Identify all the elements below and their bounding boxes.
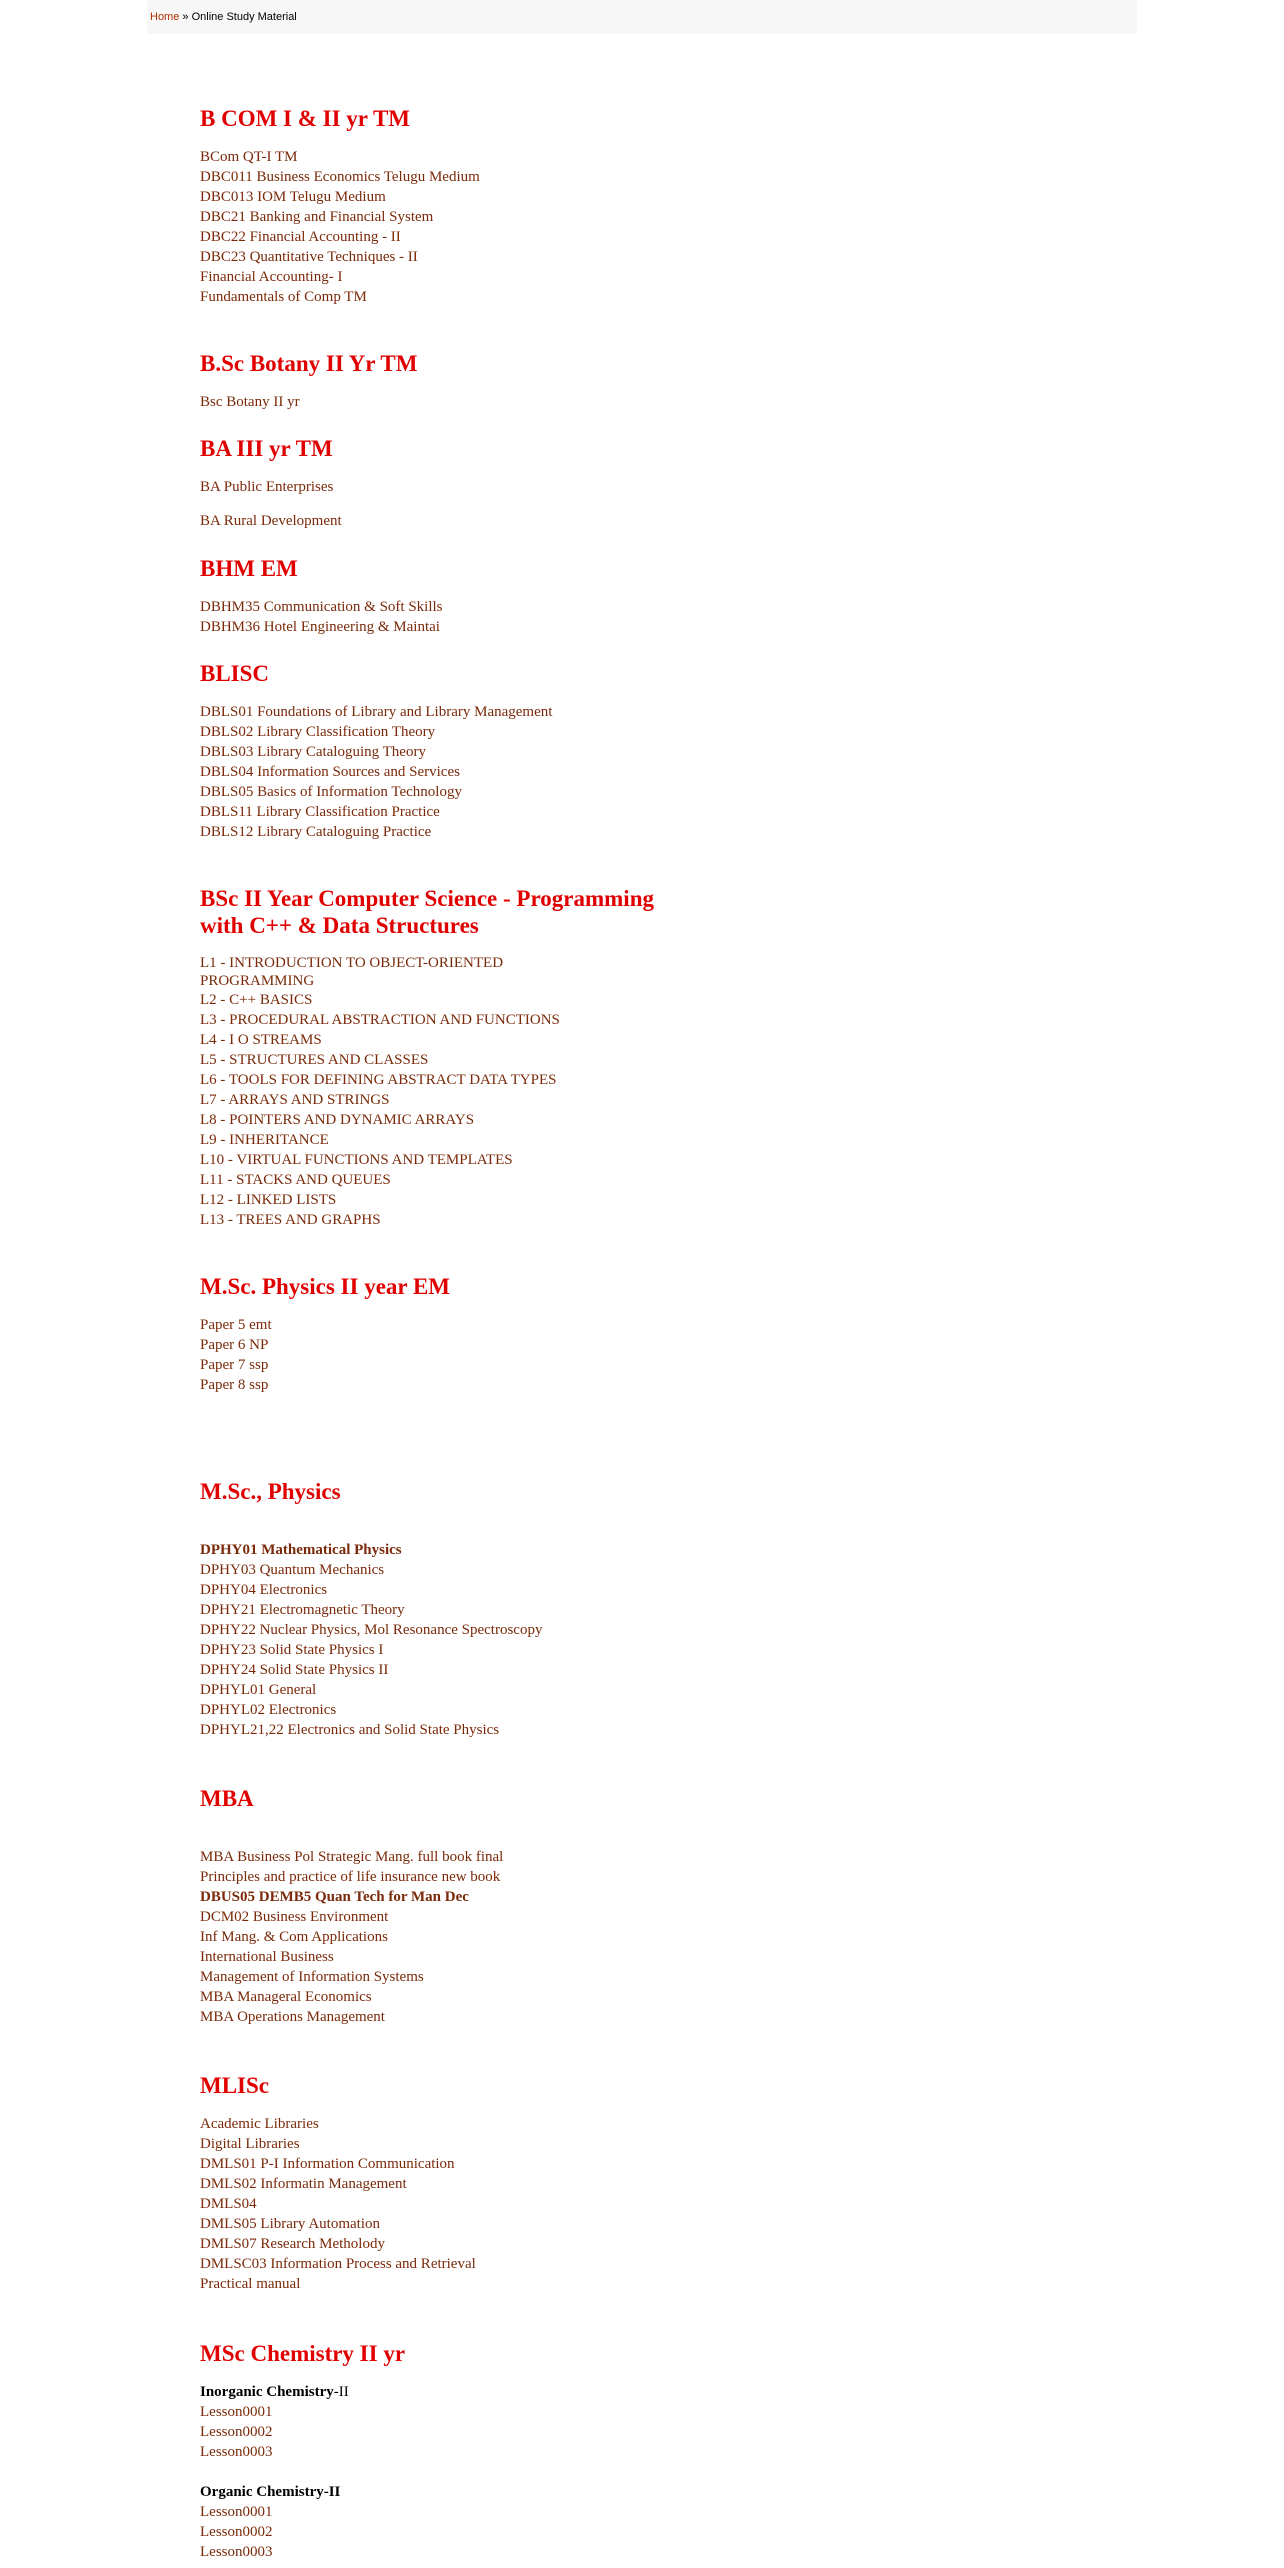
material-link[interactable]: DPHYL01 General <box>200 1682 317 1698</box>
section-bhm <box>200 555 900 637</box>
section-bsc-botany <box>200 350 900 412</box>
material-link[interactable]: Financial Accounting- I <box>200 269 343 285</box>
material-link[interactable]: Lesson0003 <box>200 2444 273 2460</box>
material-link[interactable]: Inf Mang. & Com Applications <box>200 1929 388 1945</box>
material-link[interactable]: DMLS04 <box>200 2196 257 2212</box>
breadcrumb-home-link[interactable]: Home <box>150 11 180 23</box>
material-link[interactable]: DBHM35 Communication & Soft Skills <box>200 599 443 615</box>
material-link[interactable]: DPHY24 Solid State Physics II <box>200 1662 389 1678</box>
group-heading-bold: Inorganic Chemistry <box>200 2384 334 2400</box>
material-link[interactable]: DMLSC03 Information Process and Retrieval <box>200 2256 476 2272</box>
material-link[interactable]: L12 - LINKED LISTS <box>200 1192 337 1208</box>
material-link[interactable]: L2 - C++ BASICS <box>200 992 313 1008</box>
material-link[interactable]: DPHYL02 Electronics <box>200 1702 337 1718</box>
group-heading-bold: Organic Chemistry-II <box>200 2484 341 2500</box>
material-link[interactable]: MBA Manageral Economics <box>200 1989 372 2005</box>
material-link[interactable]: DMLS01 P-I Information Communication <box>200 2156 455 2172</box>
section-blisc <box>200 660 900 842</box>
section-title: MSc Chemistry II yr <box>200 2341 406 2366</box>
section-title: MLISc <box>200 2073 269 2098</box>
material-link[interactable]: L4 - I O STREAMS <box>200 1032 322 1048</box>
material-link[interactable]: DBC013 IOM Telugu Medium <box>200 189 386 205</box>
section-title: MBA <box>200 1786 254 1811</box>
material-link[interactable]: BCom QT-I TM <box>200 149 298 165</box>
group-heading-rest: -II <box>333 2384 349 2400</box>
section-mba <box>200 1785 900 2027</box>
material-link[interactable]: Lesson0001 <box>200 2404 273 2420</box>
section-title: BLISC <box>200 661 270 686</box>
material-link[interactable]: Lesson0002 <box>200 2424 273 2440</box>
material-link[interactable]: L9 - INHERITANCE <box>200 1132 329 1148</box>
material-link[interactable]: DPHY23 Solid State Physics I <box>200 1642 384 1658</box>
material-link[interactable]: DMLS05 Library Automation <box>200 2216 380 2232</box>
material-link[interactable]: DBLS12 Library Cataloguing Practice <box>200 824 432 840</box>
material-link[interactable]: DPHYL21,22 Electronics and Solid State Physics <box>200 1722 500 1738</box>
section-title: M.Sc., Physics <box>200 1479 341 1504</box>
material-link[interactable]: DCM02 Business Environment <box>200 1909 389 1925</box>
material-link[interactable]: L11 - STACKS AND QUEUES <box>200 1172 391 1188</box>
material-link[interactable]: Principles and practice of life insurance new book <box>200 1869 501 1885</box>
material-link[interactable]: Bsc Botany II yr <box>200 394 300 410</box>
section-msc-physics-ii <box>200 1273 900 1395</box>
material-link[interactable]: BA Public Enterprises <box>200 479 334 495</box>
material-link[interactable]: DBLS03 Library Cataloguing Theory <box>200 744 426 760</box>
material-link[interactable]: Fundamentals of Comp TM <box>200 289 367 305</box>
group-heading <box>200 2382 900 2402</box>
section-title: B COM I & II yr TM <box>200 106 410 131</box>
material-link[interactable]: DPHY21 Electromagnetic Theory <box>200 1602 405 1618</box>
material-link[interactable]: Management of Information Systems <box>200 1969 424 1985</box>
material-link[interactable]: L1 - INTRODUCTION TO OBJECT-ORIENTED PROGRAMMING <box>200 955 504 989</box>
section-msc-chemistry <box>200 2340 900 2562</box>
material-link[interactable]: MBA Business Pol Strategic Mang. full book final <box>200 1849 504 1865</box>
section-bsc-cs <box>200 885 670 1230</box>
material-link[interactable]: DBC21 Banking and Financial System <box>200 209 434 225</box>
material-link[interactable]: L6 - TOOLS FOR DEFINING ABSTRACT DATA TYPES <box>200 1072 557 1088</box>
material-link[interactable]: DBLS01 Foundations of Library and Library Management <box>200 704 553 720</box>
material-link[interactable]: L5 - STRUCTURES AND CLASSES <box>200 1052 429 1068</box>
material-link[interactable]: DMLS07 Research Metholody <box>200 2236 385 2252</box>
material-link[interactable]: DBC23 Quantitative Techniques - II <box>200 249 418 265</box>
material-link[interactable]: MBA Operations Management <box>200 2009 385 2025</box>
material-link[interactable]: DPHY22 Nuclear Physics, Mol Resonance Spectroscopy <box>200 1622 543 1638</box>
material-link[interactable]: Academic Libraries <box>200 2116 319 2132</box>
material-link[interactable]: International Business <box>200 1949 334 1965</box>
section-ba-iii <box>200 435 900 531</box>
material-link[interactable]: Paper 8 ssp <box>200 1377 269 1393</box>
material-link[interactable]: L8 - POINTERS AND DYNAMIC ARRAYS <box>200 1112 475 1128</box>
material-link[interactable]: DBHM36 Hotel Engineering & Maintai <box>200 619 440 635</box>
material-link[interactable]: DPHY03 Quantum Mechanics <box>200 1562 385 1578</box>
material-link[interactable]: DBUS05 DEMB5 Quan Tech for Man Dec <box>200 1889 469 1905</box>
material-link[interactable]: DBLS11 Library Classification Practice <box>200 804 440 820</box>
material-link[interactable]: Digital Libraries <box>200 2136 300 2152</box>
material-link[interactable]: Lesson0001 <box>200 2504 273 2520</box>
material-link[interactable]: L3 - PROCEDURAL ABSTRACTION AND FUNCTIONS <box>200 1012 560 1028</box>
material-link[interactable]: DBLS02 Library Classification Theory <box>200 724 436 740</box>
material-link[interactable]: DBC22 Financial Accounting - II <box>200 229 401 245</box>
material-link[interactable]: Paper 5 emt <box>200 1317 272 1333</box>
material-link[interactable]: L10 - VIRTUAL FUNCTIONS AND TEMPLATES <box>200 1152 513 1168</box>
material-link[interactable]: DBLS04 Information Sources and Services <box>200 764 460 780</box>
section-mlisc <box>200 2072 900 2294</box>
material-link[interactable]: DMLS02 Informatin Management <box>200 2176 407 2192</box>
breadcrumb-current: Online Study Material <box>191 11 297 23</box>
material-link[interactable]: Paper 6 NP <box>200 1337 269 1353</box>
section-title: BHM EM <box>200 556 298 581</box>
material-link[interactable]: DBC011 Business Economics Telugu Medium <box>200 169 480 185</box>
section-title: M.Sc. Physics II year EM <box>200 1274 451 1299</box>
material-link[interactable]: Practical manual <box>200 2276 301 2292</box>
section-title: BSc II Year Computer Science - Programming with C++ & Data Structures <box>200 886 654 938</box>
breadcrumb-separator: » <box>182 11 189 23</box>
material-link[interactable]: DPHY04 Electronics <box>200 1582 328 1598</box>
material-link[interactable]: Lesson0002 <box>200 2524 273 2540</box>
material-link[interactable]: L13 - TREES AND GRAPHS <box>200 1212 381 1228</box>
group-heading <box>200 2482 900 2502</box>
material-link[interactable]: Lesson0003 <box>200 2544 273 2560</box>
material-link[interactable]: Paper 7 ssp <box>200 1357 269 1373</box>
section-bcom <box>200 105 900 307</box>
section-msc-physics <box>200 1478 900 1740</box>
material-link[interactable]: BA Rural Development <box>200 513 342 529</box>
section-title: BA III yr TM <box>200 436 333 461</box>
material-link[interactable]: L7 - ARRAYS AND STRINGS <box>200 1092 390 1108</box>
breadcrumb <box>147 0 1137 34</box>
section-title: B.Sc Botany II Yr TM <box>200 351 418 376</box>
material-link[interactable]: DPHY01 Mathematical Physics <box>200 1542 402 1558</box>
material-link[interactable]: DBLS05 Basics of Information Technology <box>200 784 462 800</box>
